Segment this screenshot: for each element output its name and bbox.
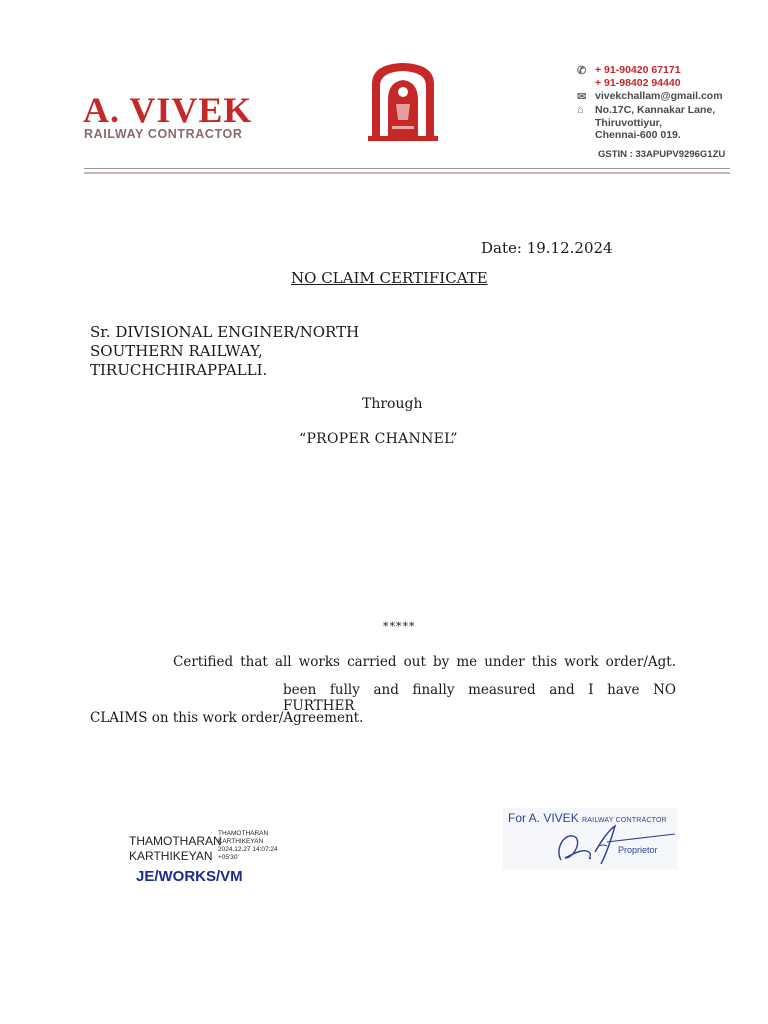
signature-timestamp: 2024.12.27 14:07:24 bbox=[218, 846, 278, 853]
addressee-line: SOUTHERN RAILWAY, bbox=[90, 342, 263, 360]
signer-name-line-1: THAMOTHARAN bbox=[129, 834, 222, 848]
addressee-block bbox=[90, 323, 359, 380]
signature-timezone: +05'30' bbox=[218, 854, 239, 861]
phone-number-1: + 91-90420 67171 bbox=[595, 64, 681, 76]
company-name: A. VIVEK bbox=[83, 90, 253, 130]
stamp-for-company bbox=[508, 811, 667, 825]
email-icon: ✉ bbox=[577, 91, 587, 103]
signature-detail-line: KARTHIKEYAN bbox=[218, 838, 264, 845]
certificate-text-line-1: Certified that all works carried out by me under this work order/Agt. bbox=[173, 654, 676, 670]
phone-number-2: + 91-98402 94440 bbox=[595, 76, 681, 89]
certificate-text-line-2: been fully and finally measured and I have NO FURTHER bbox=[283, 682, 676, 714]
phone-icon: ✆ bbox=[577, 65, 587, 77]
address-icon: ⌂ bbox=[577, 104, 584, 116]
stamp-company-name: For A. VIVEK bbox=[508, 811, 579, 825]
separator-stars: ***** bbox=[383, 620, 416, 633]
document-title: NO CLAIM CERTIFICATE bbox=[291, 269, 488, 287]
signature-detail-line: THAMOTHARAN bbox=[218, 830, 269, 837]
address-line-2: Thiruvottiyur, bbox=[595, 116, 663, 129]
signer-name-line-2: KARTHIKEYAN bbox=[129, 849, 213, 863]
company-tagline: RAILWAY CONTRACTOR bbox=[84, 127, 243, 141]
digital-signature-details bbox=[218, 830, 278, 862]
address-line-3: Chennai-600 019. bbox=[595, 129, 681, 141]
addressee-line: Sr. DIVISIONAL ENGINER/NORTH bbox=[90, 323, 360, 341]
document-date: Date: 19.12.2024 bbox=[481, 239, 613, 257]
letterhead-divider bbox=[84, 168, 730, 169]
signer-designation: JE/WORKS/VM bbox=[136, 868, 243, 885]
certificate-text-line-3: CLAIMS on this work order/Agreement. bbox=[90, 710, 364, 726]
digital-signer-name bbox=[129, 834, 222, 864]
temple-emblem-icon bbox=[366, 60, 440, 142]
through-label: Through bbox=[362, 396, 423, 412]
addressee-line: TIRUCHCHIRAPPALLI. bbox=[90, 361, 268, 379]
proper-channel-label: “PROPER CHANNEL” bbox=[299, 431, 458, 447]
stamp-proprietor-label: Proprietor bbox=[618, 845, 658, 855]
gstin-number: GSTIN : 33APUPV9296G1ZU bbox=[598, 149, 726, 160]
contact-block bbox=[577, 64, 723, 142]
email-address: vivekchallam@gmail.com bbox=[595, 90, 723, 102]
letterhead-divider-accent bbox=[84, 172, 730, 174]
stamp-company-tagline: RAILWAY CONTRACTOR bbox=[582, 817, 667, 824]
address-line-1: No.17C, Kannakar Lane, bbox=[595, 104, 716, 116]
